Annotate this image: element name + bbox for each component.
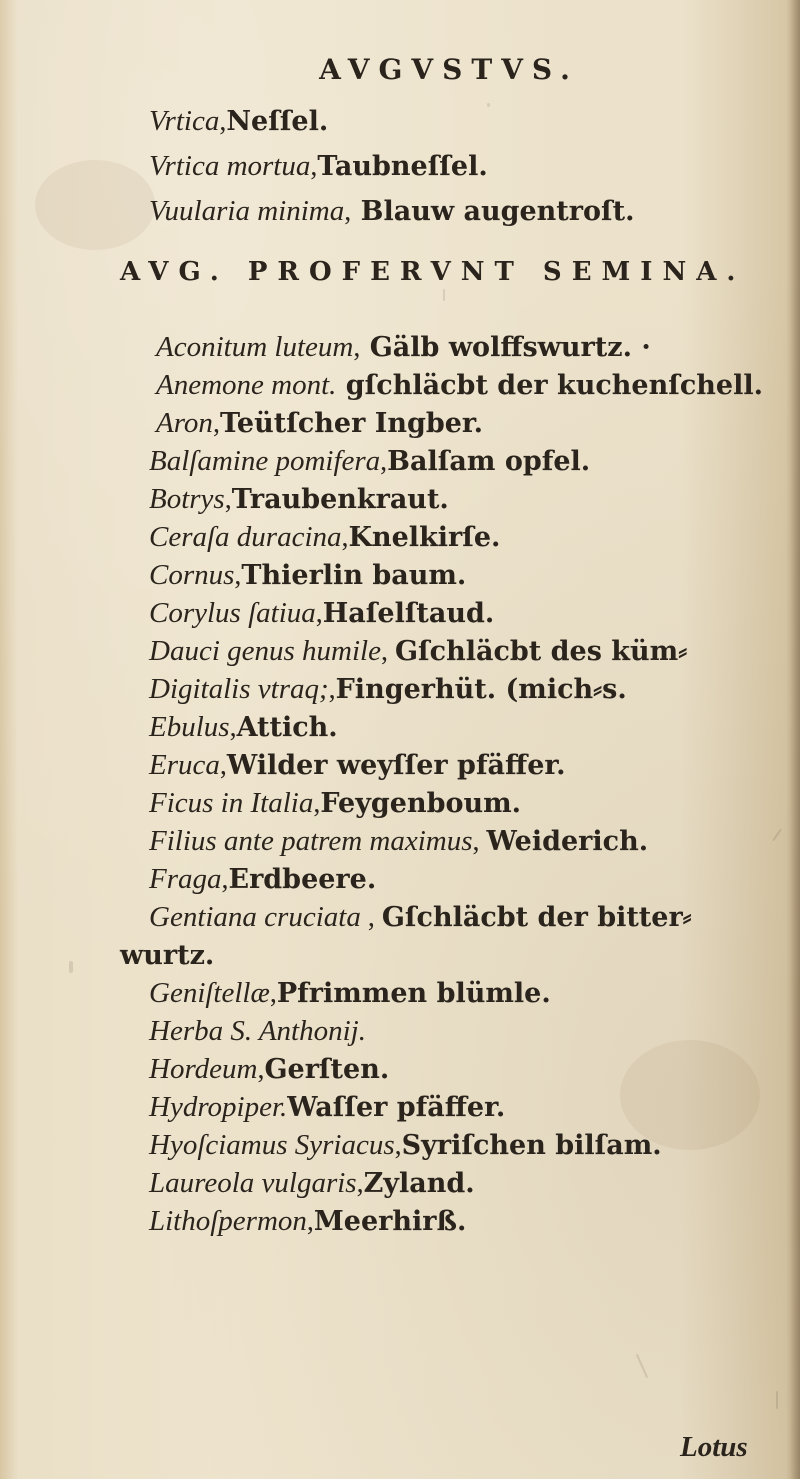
lines_main-line (120, 941, 214, 970)
separator: , (257, 1054, 265, 1085)
separator: , (472, 826, 487, 857)
latin-name: Balſamine pomifera (149, 445, 381, 477)
german-name: Attich. (236, 712, 338, 743)
separator: , (229, 712, 237, 743)
latin-name: Hordeum (149, 1053, 258, 1085)
latin-name: Corylus ſatiua (149, 597, 316, 629)
german-name: Gerſten. (264, 1054, 390, 1085)
lines_main-line (149, 675, 627, 704)
latin-name: Vuularia minima (149, 195, 345, 227)
german-name: Meerhirß. (313, 1206, 467, 1237)
german-name: Blauw augentroſt. (351, 196, 635, 227)
separator: , (394, 1130, 402, 1161)
lines_main-line (149, 979, 551, 1008)
latin-name: Gentiana cruciata (149, 901, 361, 933)
separator: , (380, 446, 388, 477)
lines_main-line (156, 409, 483, 438)
latin-name: Cornus (149, 559, 235, 591)
lines_main-line (149, 1207, 466, 1236)
german-name: Zyland. (363, 1168, 475, 1199)
lines_main-line (156, 333, 651, 362)
german-name: Erdbeere. (228, 864, 377, 895)
separator: , (344, 196, 352, 227)
catchword: Lotus (680, 1431, 748, 1463)
german-name: wurtz. (120, 940, 215, 971)
latin-name: Hyoſciamus Syriacus (149, 1129, 395, 1161)
lines_main-line (149, 1131, 662, 1160)
latin-name: Ficus in Italia (149, 787, 314, 819)
latin-name: Geniſtellæ (149, 977, 270, 1009)
german-name: Knelkirſe. (348, 522, 501, 553)
latin-name: Herba S. Anthonij. (149, 1015, 366, 1047)
german-name: Taubneſſel. (317, 151, 488, 182)
latin-name: Aron (156, 407, 213, 439)
latin-name: Ebulus (149, 711, 230, 743)
separator: , (360, 902, 382, 933)
separator: , (219, 106, 227, 137)
separator: , (306, 1206, 314, 1237)
german-name: Balſam opfel. (387, 446, 591, 477)
separator: , (212, 408, 220, 439)
lines_main-line (149, 599, 494, 628)
lines_main-line (149, 789, 521, 818)
lines_main-line (149, 903, 692, 932)
separator: , (313, 788, 321, 819)
latin-name: Vrtica (149, 105, 220, 137)
separator: , (269, 978, 277, 1009)
german-name: Syriſchen bilſam. (401, 1130, 662, 1161)
lines_main-line (149, 1169, 475, 1198)
separator: , (221, 864, 229, 895)
lines_main-line (149, 637, 687, 666)
latin-name: Hydropiper. (149, 1091, 288, 1123)
latin-name: Ceraſa duracina (149, 521, 342, 553)
separator: , (310, 151, 318, 182)
separator: , (234, 560, 242, 591)
latin-name: Dauci genus humile (149, 635, 381, 667)
latin-name: Digitalis vtraq; (149, 673, 329, 705)
latin-name: Laureola vulgaris (149, 1167, 357, 1199)
lines_main-line (149, 523, 500, 552)
lines_main-line (149, 751, 566, 780)
separator: , (341, 522, 349, 553)
lines_main-line (149, 1055, 389, 1084)
lines_main-line (149, 713, 338, 742)
section-heading: AVG. PROFERVNT SEMINA. (120, 257, 746, 287)
lines_main-line (149, 1093, 505, 1122)
german-name: Weiderich. (486, 826, 649, 857)
german-name: Fingerhüt. (mich⸗s. (335, 674, 627, 705)
german-name: gſchläcbt der kuchenſchell. (336, 370, 763, 401)
separator: , (224, 484, 232, 515)
separator: , (315, 598, 323, 629)
german-name: Gſchläcbt des küm⸗ (394, 636, 688, 667)
german-name: Gſchläcbt der bitter⸗ (381, 902, 692, 933)
latin-name: Botrys (149, 483, 225, 515)
latin-name: Aconitum luteum (156, 331, 354, 363)
german-name: Pfrimmen blümle. (276, 978, 551, 1009)
german-name: Feygenboum. (320, 788, 522, 819)
lines_main-line (149, 485, 449, 514)
latin-name: Anemone mont. (156, 369, 337, 401)
lines_main-line (149, 827, 648, 856)
lines_main-line (149, 561, 466, 590)
separator: , (353, 332, 361, 363)
separator: , (356, 1168, 364, 1199)
separator: , (328, 674, 336, 705)
german-name: Thierlin baum. (241, 560, 467, 591)
separator: , (219, 750, 227, 781)
lines_main-line (149, 447, 590, 476)
latin-name: Filius ante patrem maximus (149, 825, 473, 857)
lines_main-line (156, 371, 763, 400)
german-name: Gälb wolffswurtz. · (360, 332, 651, 363)
lines_main-line (149, 1017, 366, 1046)
latin-name: Vrtica mortua (149, 150, 311, 182)
german-name: Teütſcher Ingber. (219, 408, 484, 439)
german-name: Waſſer pfäffer. (287, 1092, 506, 1123)
latin-name: Fraga (149, 863, 222, 895)
latin-name: Lithoſpermon (149, 1205, 307, 1237)
german-name: Haſelſtaud. (322, 598, 495, 629)
lines_main-line (149, 865, 376, 894)
german-name: Wilder weyſſer pfäffer. (226, 750, 566, 781)
german-name: Neſſel. (226, 106, 329, 137)
page-header: AVGVSTVS. (319, 53, 579, 86)
separator: , (380, 636, 395, 667)
latin-name: Eruca (149, 749, 220, 781)
german-name: Traubenkraut. (231, 484, 449, 515)
